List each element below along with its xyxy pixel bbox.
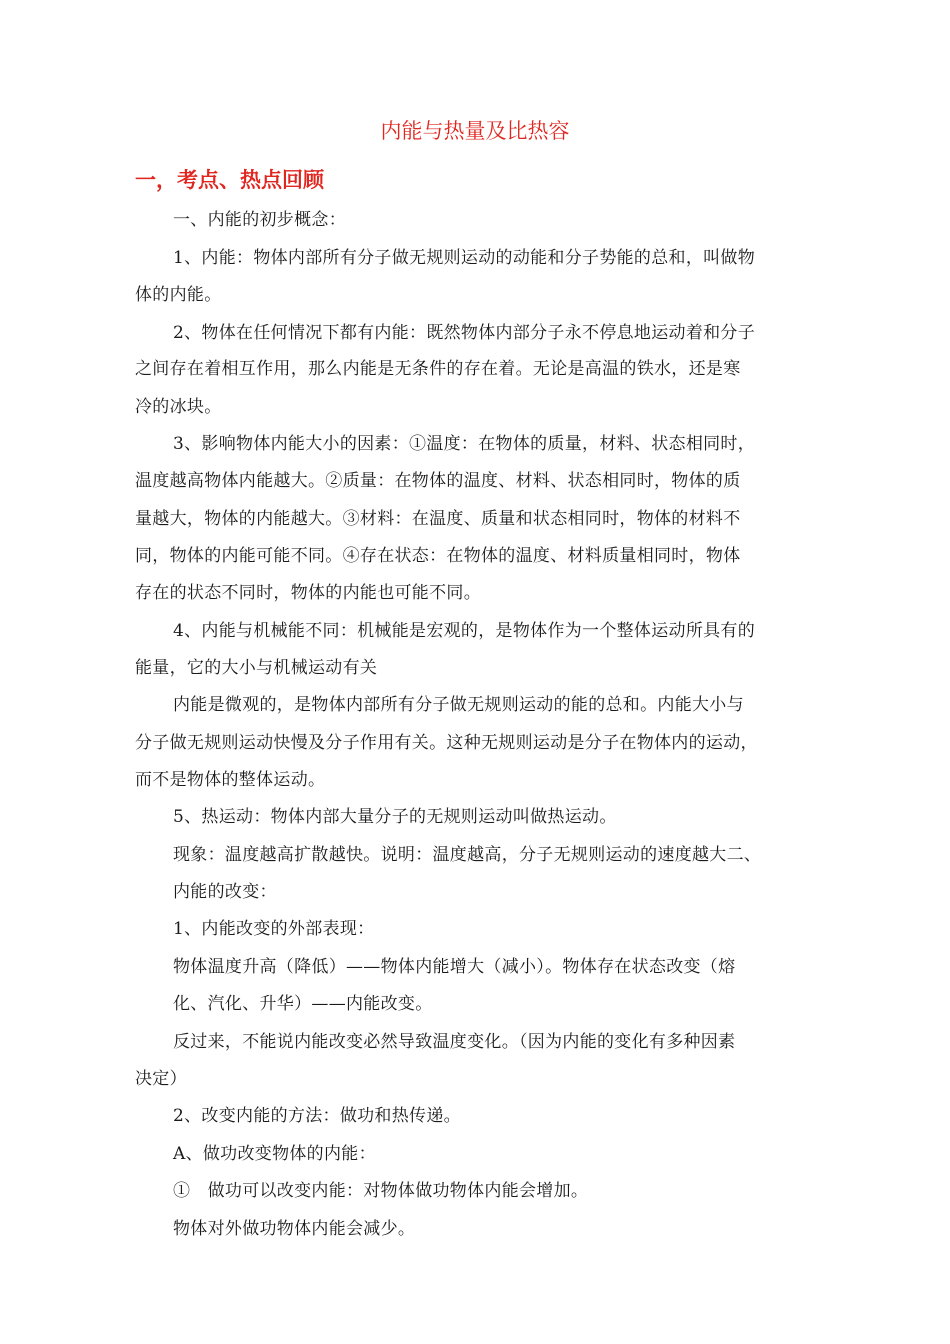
text-line: 4、内能与机械能不同：机械能是宏观的，是物体作为一个整体运动所具有的 — [173, 621, 756, 641]
text-line: 物体温度升高（降低）——物体内能增大（减小）。物体存在状态改变（熔 — [173, 957, 736, 977]
text-line: 一、内能的初步概念： — [173, 210, 346, 230]
text-line: A、做功改变物体的内能： — [173, 1144, 376, 1164]
text-line: 存在的状态不同时，物体的内能也可能不同。 — [135, 583, 481, 603]
text-line: 2、改变内能的方法：做功和热传递。 — [173, 1106, 461, 1126]
text-line: 同，物体的内能可能不同。④存在状态：在物体的温度、材料质量相同时，物体 — [135, 546, 741, 566]
section-heading: 一，考点、热点回顾 — [135, 167, 324, 192]
text-line: 5、热运动：物体内部大量分子的无规则运动叫做热运动。 — [173, 807, 617, 827]
text-line: 1、内能改变的外部表现： — [173, 919, 375, 939]
text-line: 化、汽化、升华）——内能改变。 — [173, 994, 433, 1014]
text-line: 决定） — [135, 1069, 187, 1089]
text-line: 内能是微观的，是物体内部所有分子做无规则运动的能的总和。内能大小与 — [173, 695, 744, 715]
text-line: 而不是物体的整体运动。 — [135, 770, 326, 790]
text-line: 内能的改变： — [173, 882, 277, 902]
text-line: 1、内能：物体内部所有分子做无规则运动的动能和分子势能的总和，叫做物 — [173, 248, 756, 268]
text-line: 量越大，物体的内能越大。③材料：在温度、质量和状态相同时，物体的材料不 — [135, 509, 741, 529]
text-line: 之间存在着相互作用，那么内能是无条件的存在着。无论是高温的铁水，还是寒 — [135, 359, 741, 379]
text-line: 分子做无规则运动快慢及分子作用有关。这种无规则运动是分子在物体内的运动， — [135, 733, 758, 753]
text-line: 温度越高物体内能越大。②质量：在物体的温度、材料、状态相同时，物体的质 — [135, 471, 741, 491]
document-title: 内能与热量及比热容 — [380, 119, 570, 143]
text-line: 冷的冰块。 — [135, 397, 222, 417]
text-line: 现象：温度越高扩散越快。说明：温度越高，分子无规则运动的速度越大二、 — [173, 845, 762, 865]
text-line: 物体对外做功物体内能会减少。 — [173, 1219, 416, 1239]
text-line: 3、影响物体内能大小的因素：①温度：在物体的质量，材料、状态相同时， — [173, 434, 756, 454]
text-line: ① 做功可以改变内能：对物体做功物体内能会增加。 — [173, 1181, 589, 1201]
text-line: 体的内能。 — [135, 285, 222, 305]
text-line: 2、物体在任何情况下都有内能：既然物体内部分子永不停息地运动着和分子 — [173, 323, 756, 343]
text-line: 能量，它的大小与机械运动有关 — [135, 658, 378, 678]
text-line: 反过来，不能说内能改变必然导致温度变化。（因为内能的变化有多种因素 — [173, 1032, 736, 1052]
